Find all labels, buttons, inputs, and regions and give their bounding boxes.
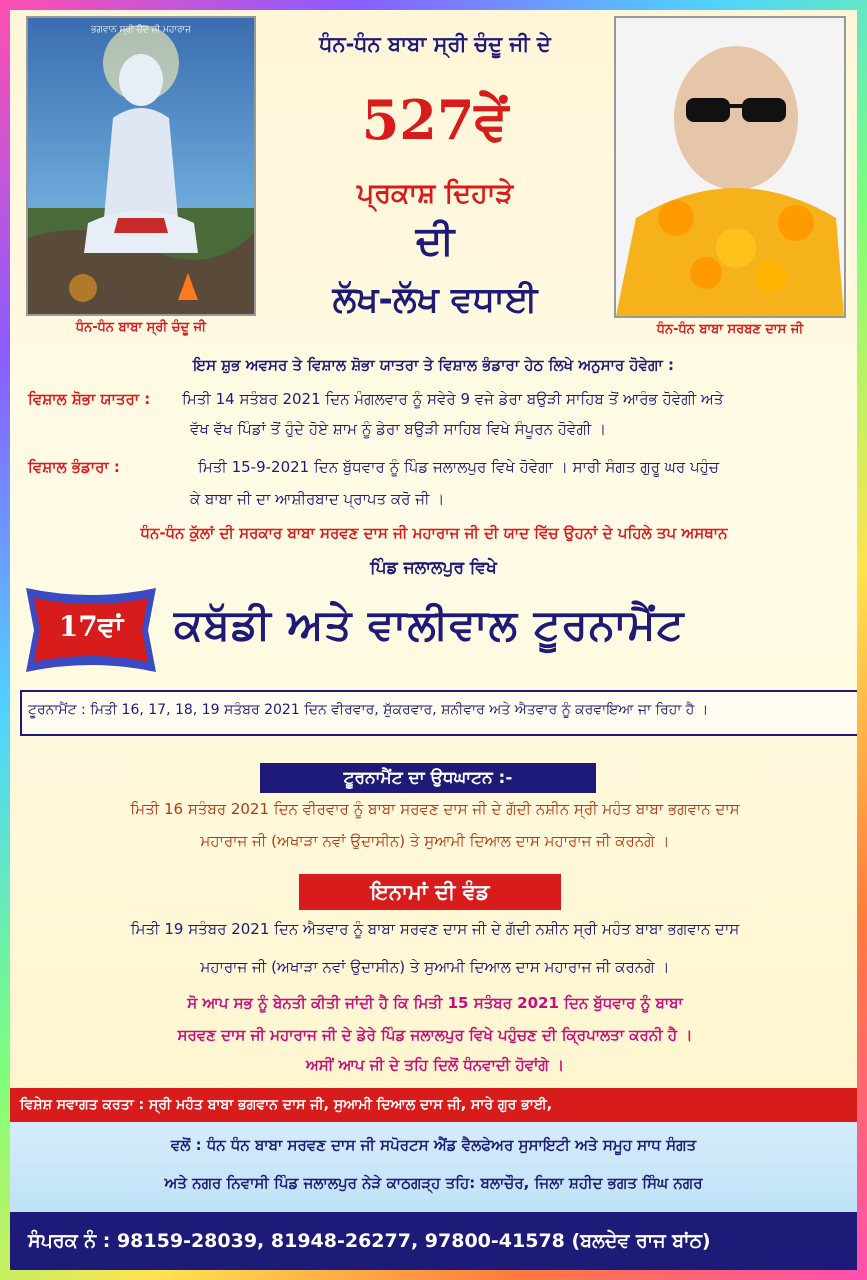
bhandara-label: ਵਿਸ਼ਾਲ ਭੰਡਾਰਾ : bbox=[28, 458, 120, 476]
from-box bbox=[10, 1122, 857, 1212]
request-line3: ਅਸੀਂ ਆਪ ਜੀ ਦੇ ਤਹਿ ਦਿਲੋਂ ਧੰਨਵਾਦੀ ਹੋਵਾਂਗੇ । bbox=[305, 1056, 565, 1074]
inauguration-heading: ਟੂਰਨਾਮੈਂਟ ਦਾ ਉਧਘਾਟਨ :- bbox=[260, 763, 596, 793]
right-caption: ਧੰਨ-ਧੰਨ ਬਾਬਾ ਸਰਬਣ ਦਾਸ ਜੀ bbox=[656, 322, 804, 337]
from-line1: ਵਲੋਂ : ਧੰਨ ਧੰਨ ਬਾਬਾ ਸਰਵਣ ਦਾਸ ਜੀ ਸਪੋਰਟਸ ਐਂਡ ਵੈਲਫੇਅਰ ਸੁਸਾਇਟੀ ਅਤੇ ਸਮੂਹ ਸਾਧ ਸੰਗਤ bbox=[170, 1136, 697, 1154]
portrait-photo bbox=[614, 16, 846, 318]
village-line: ਪਿੰਡ ਜਲਾਲਪੁਰ ਵਿਖੇ bbox=[370, 558, 497, 578]
prizes-heading: ਇਨਾਮਾਂ ਦੀ ਵੰਡ bbox=[299, 874, 561, 910]
inauguration-line2: ਮਹਾਰਾਜ ਜੀ (ਅਖਾੜਾ ਨਵਾਂ ਉਦਾਸੀਨ) ਤੇ ਸੁਆਮੀ ਦਿਆਲ ਦਾਸ ਮਹਾਰਾਜ ਜੀ ਕਰਨਗੇ । bbox=[200, 832, 670, 850]
tournament-dates-box bbox=[20, 690, 865, 736]
contact-text: ਸੰਪਰਕ ਨੰ : 98159-28039, 81948-26277, 97800-41578 (ਬਲਦੇਵ ਰਾਜ ਬਾਂਠ) bbox=[28, 1230, 711, 1252]
tournament-number-ribbon bbox=[26, 588, 156, 672]
prizes-line2: ਮਹਾਰਾਜ ਜੀ (ਅਖਾੜਾ ਨਵਾਂ ਉਦਾਸੀਨ) ਤੇ ਸੁਆਮੀ ਦਿਆਲ ਦਾਸ ਮਹਾਰਾਜ ਜੀ ਕਰਨਗੇ । bbox=[200, 958, 670, 976]
welcome-bar bbox=[10, 1088, 857, 1122]
request-line2: ਸਰਵਣ ਦਾਸ ਜੀ ਮਹਾਰਾਜ ਜੀ ਦੇ ਡੇਰੇ ਪਿੰਡ ਜਲਾਲਪੁਰ ਵਿਖੇ ਪਹੁੰਚਣ ਦੀ ਕ੍ਰਿਪਾਲਤਾ ਕਰਨੀ ਹੈ । bbox=[177, 1026, 693, 1044]
shobha-line2: ਵੱਖ ਵੱਖ ਪਿੰਡਾਂ ਤੋਂ ਹੁੰਦੇ ਹੋਏ ਸ਼ਾਮ ਨੂੰ ਡੇਰਾ ਬਉੜੀ ਸਾਹਿਬ ਵਿਖੇ ਸੰਪੂਰਨ ਹੋਵੇਗੀ । bbox=[190, 420, 607, 438]
from-line2: ਅਤੇ ਨਗਰ ਨਿਵਾਸੀ ਪਿੰਡ ਜਲਾਲਪੁਰ ਨੇੜੇ ਕਾਠਗੜ੍ਹ ਤਹਿ: ਬਲਾਚੌਰ, ਜਿਲਾ ਸ਼ਹੀਦ ਭਗਤ ਸਿੰਘ ਨਗਰ bbox=[164, 1174, 703, 1192]
tournament-dates: ਟੂਰਨਾਮੈਂਟ : ਮਿਤੀ 16, 17, 18, 19 ਸਤੰਬਰ 2021 ਦਿਨ ਵੀਰਵਾਰ, ਸ਼ੁੱਕਰਵਾਰ, ਸ਼ਨੀਵਾਰ ਅਤੇ ਐਤਵਾਰ ਨੂੰ ਕਰਵਾਇਆ ਜਾ ਰਿਹਾ ਹੈ । bbox=[28, 702, 709, 718]
shobha-line1: ਮਿਤੀ 14 ਸਤੰਬਰ 2021 ਦਿਨ ਮੰਗਲਵਾਰ ਨੂੰ ਸਵੇਰੇ 9 ਵਜੇ ਡੇਰਾ ਬਉੜੀ ਸਾਹਿਬ ਤੋਂ ਆਰੰਭ ਹੋਵੇਗੀ ਅਤੇ bbox=[182, 390, 724, 408]
request-line1: ਸੋ ਆਪ ਸਭ ਨੂੰ ਬੇਨਤੀ ਕੀਤੀ ਜਾਂਦੀ ਹੈ ਕਿ ਮਿਤੀ 15 ਸਤੰਬਰ 2021 ਦਿਨ ਬੁੱਧਵਾਰ ਨੂੰ ਬਾਬਾ bbox=[187, 994, 683, 1012]
memory-line: ਧੰਨ-ਧੰਨ ਕੁੱਲਾਂ ਦੀ ਸਰਕਾਰ ਬਾਬਾ ਸਰਵਣ ਦਾਸ ਜੀ ਮਹਾਰਾਜ ਜੀ ਦੀ ਯਾਦ ਵਿੱਚ ਉਹਨਾਂ ਦੇ ਪਹਿਲੇ ਤਪ ਅਸਥਾਨ bbox=[140, 524, 728, 542]
welcome-text: ਵਿਸ਼ੇਸ਼ ਸਵਾਗਤ ਕਰਤਾ : ਸ੍ਰੀ ਮਹੰਤ ਬਾਬਾ ਭਗਵਾਨ ਦਾਸ ਜੀ, ਸੁਆਮੀ ਦਿਆਲ ਦਾਸ ਜੀ, ਸਾਰੇ ਗੁਰ ਭਾਈ, bbox=[20, 1097, 553, 1113]
svg-text:ਭਗਵਾਨ ਸ੍ਰੀ ਚੰਦ ਜੀ ਮਹਾਰਾਜ: ਭਗਵਾਨ ਸ੍ਰੀ ਚੰਦ ਜੀ ਮਹਾਰਾਜ bbox=[90, 25, 192, 35]
tournament-number: 17ਵਾਂ bbox=[58, 610, 124, 643]
bhandara-line1: ਮਿਤੀ 15-9-2021 ਦਿਨ ਬੁੱਧਵਾਰ ਨੂੰ ਪਿੰਡ ਜਲਾਲਪੁਰ ਵਿਖੇ ਹੋਵੇਗਾ । ਸਾਰੀ ਸੰਗਤ ਗੁਰੂ ਘਰ ਪਹੁੰਚ bbox=[198, 458, 719, 476]
header-line1: ਧੰਨ-ਧੰਨ ਬਾਬਾ ਸ੍ਰੀ ਚੰਦੂ ਜੀ ਦੇ bbox=[319, 32, 551, 56]
intro-line: ਇਸ ਸ਼ੁਭ ਅਵਸਰ ਤੇ ਵਿਸ਼ਾਲ ਸ਼ੋਭਾ ਯਾਤਰਾ ਤੇ ਵਿਸ਼ਾਲ ਭੰਡਾਰਾ ਹੇਠ ਲਿਖੇ ਅਨੁਸਾਰ ਹੋਵੇਗਾ : bbox=[193, 356, 674, 374]
header-line5: ਲੱਖ-ਲੱਖ ਵਧਾਈ bbox=[332, 280, 538, 320]
left-caption: ਧੰਨ-ਧੰਨ ਬਾਬਾ ਸ੍ਰੀ ਚੰਦੂ ਜੀ bbox=[75, 320, 207, 335]
inauguration-line1: ਮਿਤੀ 16 ਸਤੰਬਰ 2021 ਦਿਨ ਵੀਰਵਾਰ ਨੂੰ ਬਾਬਾ ਸਰਵਣ ਦਾਸ ਜੀ ਦੇ ਗੱਦੀ ਨਸ਼ੀਨ ਸ੍ਰੀ ਮਹੰਤ ਬਾਬਾ ਭਗਵਾਨ ਦਾਸ bbox=[130, 800, 740, 818]
contact-bar bbox=[10, 1212, 857, 1270]
header-line4: ਦੀ bbox=[415, 218, 455, 264]
shobha-label: ਵਿਸ਼ਾਲ ਸ਼ੋਭਾ ਯਾਤਰਾ : bbox=[28, 390, 151, 408]
portrait-icon bbox=[616, 18, 844, 316]
tournament-title: ਕਬੱਡੀ ਅਤੇ ਵਾਲੀਵਾਲ ਟੂਰਨਾਮੈਂਟ bbox=[174, 600, 685, 649]
saint-painting-icon bbox=[28, 18, 254, 314]
header-line3: ਪ੍ਰਕਾਸ਼ ਦਿਹਾੜੇ bbox=[356, 178, 514, 209]
bhandara-line2: ਕੇ ਬਾਬਾ ਜੀ ਦਾ ਆਸ਼ੀਰਬਾਦ ਪ੍ਰਾਪਤ ਕਰੋ ਜੀ । bbox=[190, 490, 445, 508]
anniversary-number: 527ਵੇਂ bbox=[361, 88, 509, 152]
saint-painting bbox=[26, 16, 256, 316]
prizes-line1: ਮਿਤੀ 19 ਸਤੰਬਰ 2021 ਦਿਨ ਐਤਵਾਰ ਨੂੰ ਬਾਬਾ ਸਰਵਣ ਦਾਸ ਜੀ ਦੇ ਗੱਦੀ ਨਸ਼ੀਨ ਸ੍ਰੀ ਮਹੰਤ ਬਾਬਾ ਭਗਵਾਨ ਦਾਸ bbox=[130, 920, 740, 938]
